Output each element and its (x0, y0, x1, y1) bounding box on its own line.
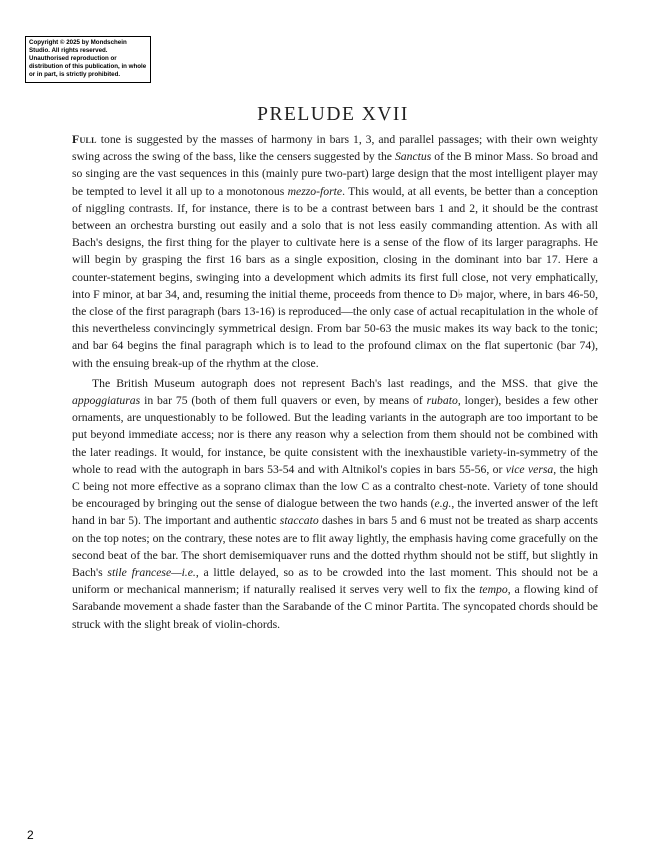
italic-run: rubato (426, 394, 458, 408)
text-run: tone is suggested by the masses of harmony in bars 1, 3, and parallel passages; with their own weighty swing across the swing of the bass, like the censers suggested by the (72, 133, 598, 164)
italic-run: tempo (479, 583, 508, 597)
italic-run: appoggiaturas (72, 394, 141, 408)
italic-run: stile francese—i.e. (107, 566, 196, 580)
text-run: , the high C being not more effective as a soprano climax than the low C as a contralto chest-note. Variety of tone should be encouraged by bringing out the sense of dialogue between the two hands ( (72, 462, 599, 511)
text-run: , a flowing kind of Sarabande movement a shade faster than the Sarabande of the C minor Partita. The syncopated chords should be struck with the slight break of violin-chords. (72, 583, 598, 631)
text-run: of the B minor Mass. So broad and so singing are the vast sequences in this (mainly pure two-part) large design that the most intelligent player may be tempted to level it all up to a monotonous (72, 150, 599, 198)
body-text (72, 131, 598, 633)
paragraph-2 (72, 375, 598, 633)
paragraph-1 (72, 131, 598, 372)
text-run: in bar 75 (both of them full quavers or even, by means of (140, 394, 427, 408)
italic-run: e.g. (434, 497, 452, 511)
text-run: . This would, at all events, be better than a conception of niggling contrasts. If, for instance, there is to be a contrast between bars 1 and 2, it should be the contrast between an orchestra bursting out easily and a solo that is not less easily commanding attention. As with all Bach's designs, the first thing for the player to cultivate here is a sense of the flow of its larger paragraphs. He will begin by grasping the first 16 bars as a single exposition, closing in the dominant into bar 17. Here a counter-statement begins, swinging into a development which admits its first full close, not very emphatically, into F minor, at bar 34, and, resuming the initial theme, proceeds from thence to D♭ major, where, in bars 46-50, the close of the first paragraph (bars 13-16) is reproduced—the only case of actual recapitulation in the whole of this nevertheless convincingly symmetrical design. From bar 50-63 the music makes its way back to the tonic; and bar 64 begins the final paragraph which is to lead to the profound climax on the flat supertonic (bar 74), with the ensuing break-up of the rhythm at the close. (72, 184, 598, 370)
text-run: , a little delayed, so as to be crowded into the last moment. This should not be a uniform or mechanical mannerism; if naturally realised it serves very well to fix the (72, 566, 598, 597)
page-title: PRELUDE XVII (257, 104, 409, 125)
italic-run: staccato (279, 514, 319, 528)
italic-run: Sanctus (394, 150, 432, 164)
italic-run: mezzo-forte (287, 184, 343, 198)
text-run: , longer), besides a few other ornaments, are unquestionably to be followed. But the leading variants in the autograph are too important to be put beyond immediate access; nor is there any reason why a selection from them should not be combined with the later readings. It would, for instance, be quite consistent with the inexhaustible variety-in-symmetry of the whole to read with the autograph in bars 53-54 and with Altnikol's copies in bars 55-56, or (72, 394, 598, 476)
drop-lead-word: Full (72, 133, 97, 146)
text-run: The British Museum autograph does not represent Bach's last readings, and the MSS. that give the (92, 376, 598, 390)
text-run: dashes in bars 5 and 6 must not be treated as sharp accents on the top notes; on the contrary, these notes are to flit away lightly, the emphasis having come gracefully on the second beat of the bar. The short demisemiquaver runs and the dotted rhythm should not be stiff, but slightly in Bach's (72, 514, 598, 580)
text-run: , the inverted answer of the left hand in bar 5). The important and authentic (72, 497, 598, 528)
page-number: 2 (27, 828, 34, 842)
copyright-notice: Copyright © 2025 by Mondschein Studio. All rights reserved. Unauthorised reproduction or distribution of this publication, in whole or in part, is strictly prohibited. (25, 36, 151, 83)
italic-run: vice versa (505, 462, 554, 476)
